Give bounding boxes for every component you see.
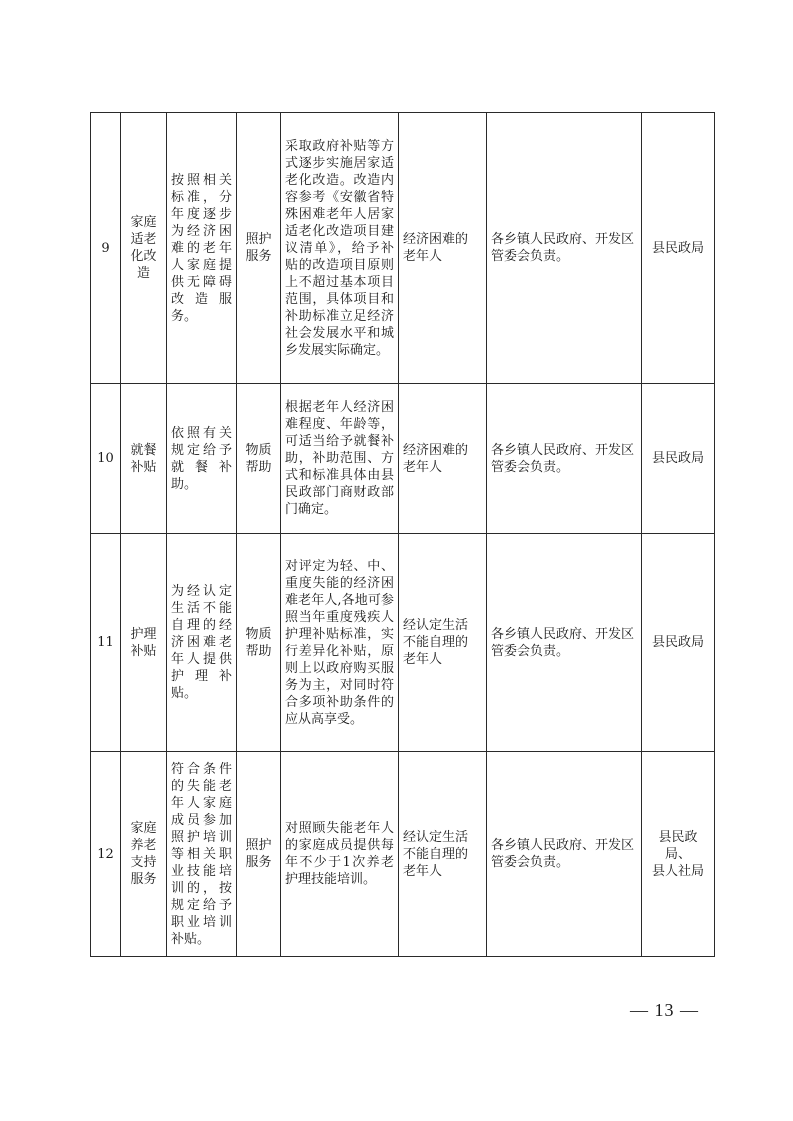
- service-name: 护理 补贴: [121, 534, 167, 752]
- service-name: 就餐 补贴: [121, 384, 167, 534]
- service-standard: 对照顾失能老年人的家庭成员提供每年不少于1次养老护理技能培训。: [281, 752, 399, 957]
- table-row: [91, 752, 715, 957]
- responsible-party: 各乡镇人民政府、开发区 管委会负责。: [487, 752, 642, 957]
- lead-department: 县民政局: [642, 534, 715, 752]
- service-name: 家庭 适老 化改 造: [121, 113, 167, 384]
- service-target: 经济困难的 老年人: [399, 384, 487, 534]
- lead-department: 县民政局: [642, 384, 715, 534]
- service-content: 按照相关标准，分年度逐步为经济困难的老年人家庭提供无障碍改造服务。: [167, 113, 237, 384]
- service-type: 物质 帮助: [237, 384, 281, 534]
- service-target: 经认定生活 不能自理的 老年人: [399, 752, 487, 957]
- service-type: 物质 帮助: [237, 534, 281, 752]
- responsible-party: 各乡镇人民政府、开发区 管委会负责。: [487, 113, 642, 384]
- row-number: 10: [91, 384, 121, 534]
- service-type: 照护 服务: [237, 752, 281, 957]
- row-number: 11: [91, 534, 121, 752]
- lead-department: 县民政局、 县人社局: [642, 752, 715, 957]
- lead-department: 县民政局: [642, 113, 715, 384]
- page-number: — 13 —: [630, 1000, 699, 1020]
- service-target: 经济困难的 老年人: [399, 113, 487, 384]
- service-content: 依照有关规定给予就餐补助。: [167, 384, 237, 534]
- service-content: 符合条件的失能老年人家庭成员参加照护培训等相关职业技能培训的，按规定给予职业培训补贴。: [167, 752, 237, 957]
- service-name: 家庭 养老 支持 服务: [121, 752, 167, 957]
- service-content: 为经认定生活不能自理的经济困难老年人提供护理补贴。: [167, 534, 237, 752]
- table-row: [91, 113, 715, 384]
- row-number: 9: [91, 113, 121, 384]
- service-type: 照护 服务: [237, 113, 281, 384]
- service-standard: 采取政府补贴等方式逐步实施居家适老化改造。改造内容参考《安徽省特殊困难老年人居家适老化改造项目建议清单》，给予补贴的改造项目原则上不超过基本项目范围，具体项目和补助标准立足经济社会发展水平和城乡发展实际确定。: [281, 113, 399, 384]
- row-number: 12: [91, 752, 121, 957]
- table-row: [91, 384, 715, 534]
- service-standard: 根据老年人经济困难程度、年龄等，可适当给予就餐补助，补助范围、方式和标准具体由县民政部门商财政部门确定。: [281, 384, 399, 534]
- service-target: 经认定生活 不能自理的 老年人: [399, 534, 487, 752]
- responsible-party: 各乡镇人民政府、开发区 管委会负责。: [487, 384, 642, 534]
- service-table: [90, 112, 715, 957]
- responsible-party: 各乡镇人民政府、开发区 管委会负责。: [487, 534, 642, 752]
- table-row: [91, 534, 715, 752]
- service-standard: 对评定为轻、中、重度失能的经济困难老年人,各地可参照当年重度残疾人护理补贴标准，实行差异化补贴，原则上以政府购买服务为主，对同时符合多项补助条件的应从高享受。: [281, 534, 399, 752]
